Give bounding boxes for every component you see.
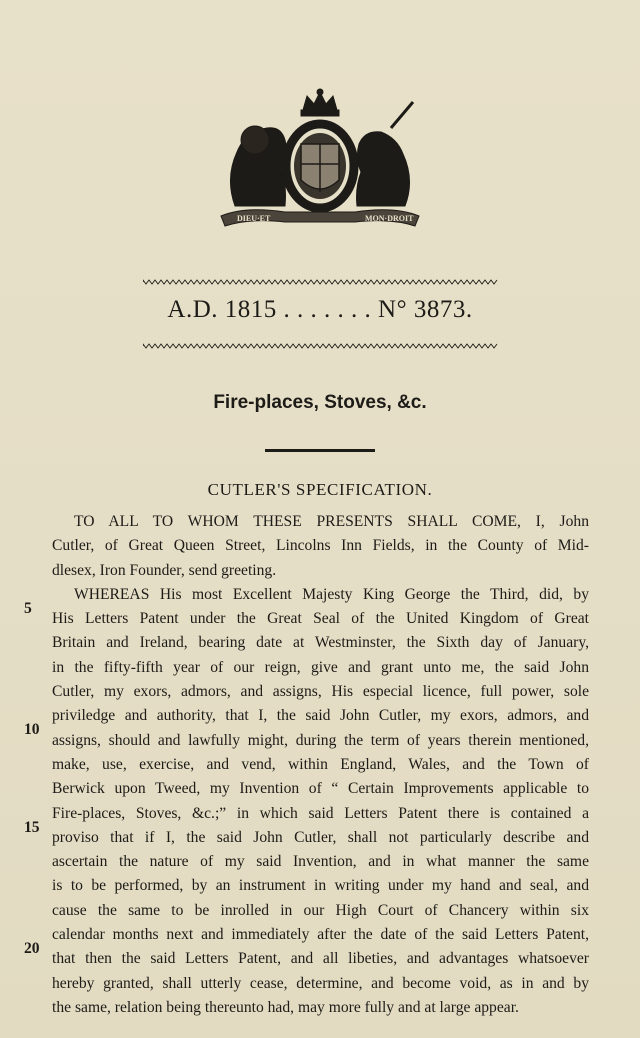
line-number: 10 — [24, 721, 40, 738]
body-line: Cutler, my exors, admors, and assigns, His especial licence, full power, sole — [52, 683, 589, 701]
svg-text:MON·DROIT: MON·DROIT — [365, 214, 414, 223]
specification-heading: CUTLER'S SPECIFICATION. — [207, 480, 433, 499]
patent-number: N° 3873. — [378, 296, 473, 323]
body-line: the same, relation being thereunto had, may more fully and at large appear. — [52, 998, 519, 1016]
svg-text:DIEU·ET: DIEU·ET — [237, 214, 271, 223]
line-number: 20 — [24, 940, 40, 957]
body-line: is to be performed, by an instrument in writing under my hand and seal, and — [52, 877, 589, 895]
title-divider — [265, 449, 375, 452]
body-line: calendar months next and immediately after the date of the said Letters Patent, — [52, 926, 589, 944]
body-line: WHEREAS His most Excellent Majesty King George the Third, did, by — [74, 585, 589, 603]
body-line: Berwick upon Tweed, my Invention of “ Certain Improvements applicable to — [52, 780, 589, 798]
body-line: hereby granted, shall utterly cease, determine, and become void, as in and by — [52, 974, 589, 992]
royal-coat-of-arms-icon — [215, 88, 425, 230]
body-line: Cutler, of Great Queen Street, Lincolns Inn Fields, in the County of Mid- — [52, 537, 589, 555]
body-line: dlesex, Iron Founder, send greeting. — [52, 561, 277, 579]
body-line: priviledge and authority, that I, the said John Cutler, my exors, admors, and — [52, 707, 589, 725]
ad-year: A.D. 1815 — [167, 296, 277, 323]
body-line: proviso that if I, the said John Cutler, shall not particularly describe and — [52, 828, 589, 846]
body-line: Britain and Ireland, bearing date at Westminster, the Sixth day of January, — [52, 634, 589, 652]
body-line: TO ALL TO WHOM THESE PRESENTS SHALL COME, I, John — [74, 513, 589, 530]
specification-body — [52, 510, 589, 1020]
body-line: cause the same to be inrolled in our High Court of Chancery within six — [52, 901, 589, 919]
patent-date-number-line — [0, 296, 640, 324]
line-number: 5 — [24, 600, 32, 617]
body-line: His Letters Patent under the Great Seal of the United Kingdom of Great — [52, 610, 589, 628]
body-line: make, use, exercise, and vend, within England, Wales, and the Town of — [52, 755, 589, 773]
wavy-divider-bottom — [143, 343, 498, 349]
ad-dots: . . . . . . . — [276, 296, 379, 323]
body-line: that then the said Letters Patent, and all libeties, and advantages whatsoever — [52, 950, 589, 968]
body-line: assigns, should and lawfully might, during the term of years therein mentioned, — [52, 731, 589, 749]
body-line: ascertain the nature of my said Invention, and in what manner the same — [52, 853, 589, 871]
body-line: in the fifty-fifth year of our reign, give and grant unto me, the said John — [52, 658, 589, 676]
wavy-divider-top — [143, 279, 498, 285]
body-line: Fire-places, Stoves, &c.;” in which said Letters Patent there is contained a — [52, 804, 589, 822]
line-number: 15 — [24, 819, 40, 836]
document-title: Fire-places, Stoves, &c. — [213, 392, 427, 413]
